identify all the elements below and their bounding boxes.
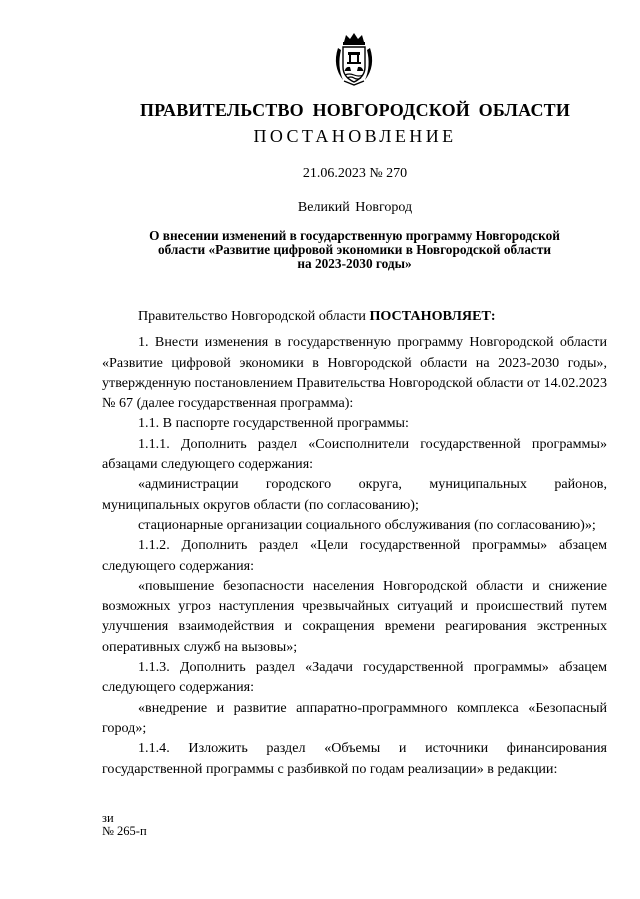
document-type: ПОСТАНОВЛЕНИЕ: [253, 126, 457, 146]
document-body: [102, 306, 607, 779]
subject-line-1: О внесении изменений в государственную программу Новгородской: [149, 228, 560, 243]
paragraph-1-1: 1.1. В паспорте государственной программы:: [138, 415, 409, 432]
footer-initials: зи: [102, 811, 114, 825]
government-title: ПРАВИТЕЛЬСТВО НОВГОРОДСКОЙ ОБЛАСТИ: [139, 100, 571, 120]
paragraph-1-1-4: 1.1.4. Изложить раздел «Объемы и источники финансирования государственной программы с разбивкой по годам реализации» в редакции:: [102, 740, 607, 777]
lead-decree-word: ПОСТАНОВЛЯЕТ:: [369, 308, 496, 324]
paragraph-1-1-2: 1.1.2. Дополнить раздел «Цели государственной программы» абзацем следующего содержания:: [102, 537, 607, 574]
coat-of-arms-icon: [329, 30, 379, 86]
paragraph-1: 1. Внести изменения в государственную программу Новгородской области «Развитие цифровой экономики в Новгородской области на 2023-2030 годы», утвержденную постановлением Правительства Новгородской области от 14.02.2023 № 67 (далее государственная программа):: [102, 334, 607, 412]
paragraph-safe-city: «внедрение и развитие аппаратно-программного комплекса «Безопасный город»;: [102, 699, 607, 736]
subject-line-3: на 2023-2030 годы»: [297, 256, 412, 271]
resolution-lead: [102, 306, 607, 326]
subject-line-2: области «Развитие цифровой экономики в Новгородской области: [157, 242, 552, 257]
paragraph-social-organizations: стационарные организации социального обслуживания (по согласованию)»;: [138, 516, 596, 533]
paragraph-safety-goal: «повышение безопасности населения Новгородской области и снижение возможных угроз наступления чрезвычайных ситуаций и происшествий путем улучшения взаимодействия и сокращения времени реагирования экстренных оперативных служб на вызовы»;: [102, 577, 607, 655]
document-date-number: 21.06.2023 № 270: [302, 166, 408, 181]
paragraph-1-1-3: 1.1.3. Дополнить раздел «Задачи государственной программы» абзацем следующего содержания:: [102, 659, 607, 696]
lead-text: Правительство Новгородской области: [138, 308, 370, 324]
document-place: Великий Новгород: [297, 200, 413, 215]
footer-draft-number: № 265-п: [102, 824, 147, 838]
document-subject: [102, 229, 607, 271]
paragraph-administrations: «администрации городского округа, муниципальных районов, муниципальных округов области (по согласованию);: [102, 476, 607, 513]
paragraph-1-1-1: 1.1.1. Дополнить раздел «Соисполнители государственной программы» абзацами следующего содержания:: [102, 435, 607, 473]
footer-draft-mark: [102, 812, 147, 838]
